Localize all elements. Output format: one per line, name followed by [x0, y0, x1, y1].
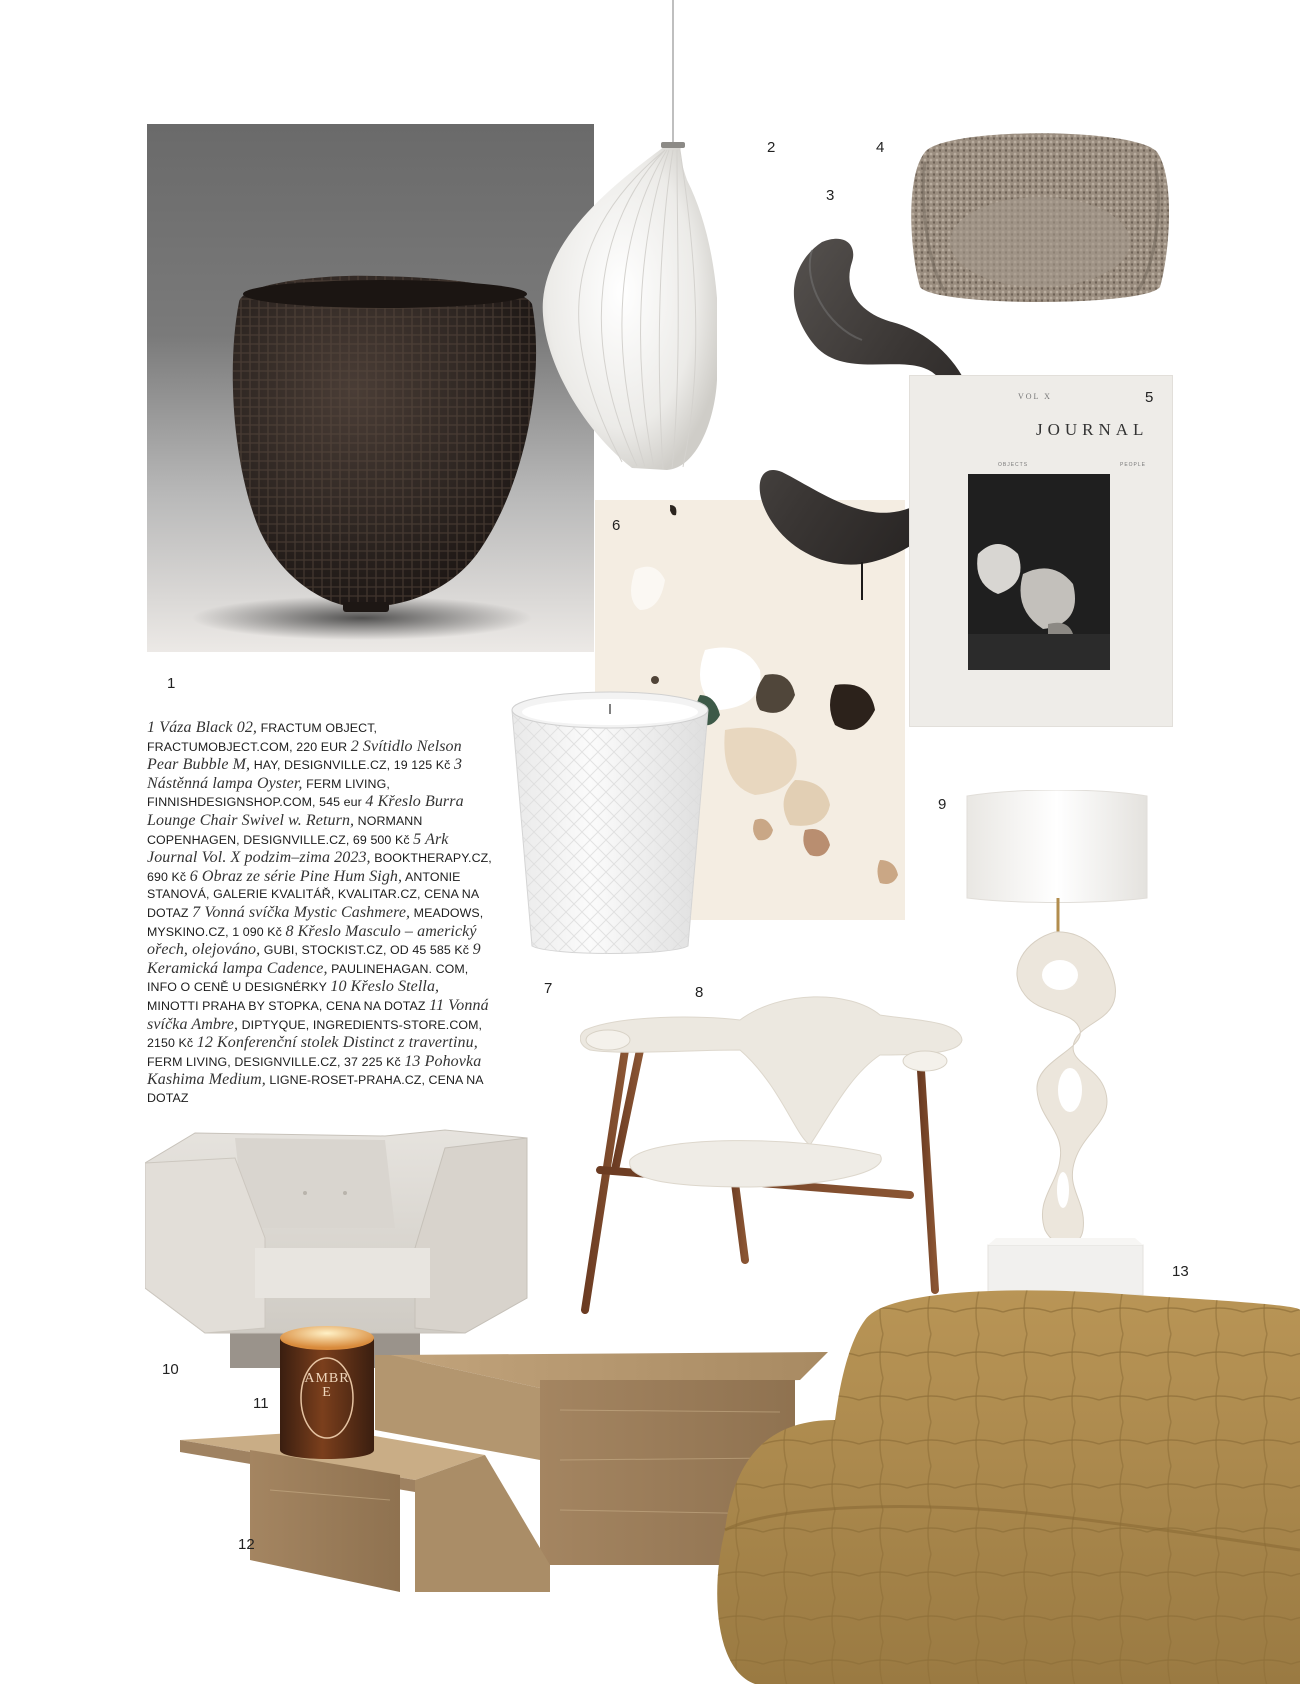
caption-product-name: 10 Křeslo Stella, — [330, 978, 440, 996]
caption-product-name: 12 Konferenční stolek Distinct z travertinu, — [196, 1034, 478, 1052]
caption-product-name: 2 Svítidlo Nelson Pear Bubble M, — [147, 737, 462, 774]
ark-journal-cover — [910, 376, 1172, 726]
caption-product-name: 5 Ark Journal Vol. X podzim–zima 2023, — [147, 830, 449, 867]
caption-source: BOOKTHERAPY.CZ, 690 Kč — [147, 851, 492, 884]
journal-vol: VOL X — [1018, 392, 1052, 401]
caption-source: LIGNE-ROSET-PRAHA.CZ, CENA NA DOTAZ — [147, 1073, 483, 1105]
item-number-12: 12 — [238, 1536, 255, 1553]
cashmere-candle-illustration — [510, 688, 710, 956]
item-number-5: 5 — [1145, 389, 1154, 406]
item-number-8: 8 — [695, 984, 704, 1001]
item-number-13: 13 — [1172, 1263, 1189, 1280]
vase-photo — [147, 124, 594, 652]
item-number-11: 11 — [253, 1395, 269, 1412]
caption-product-name: 7 Vonná svíčka Mystic Cashmere, — [192, 903, 411, 921]
caption-source: FRACTUM OBJECT, FRACTUMOBJECT.COM, 220 EUR — [147, 721, 378, 754]
product-caption — [147, 719, 492, 1107]
journal-overlay-text-decoration — [916, 496, 1166, 616]
caption-product-name: 1 Váza Black 02, — [147, 719, 258, 736]
caption-source: PAULINEHAGAN. COM, INFO O CENĚ U DESIGNÉRKY — [147, 961, 469, 995]
vase-illustration — [147, 124, 594, 652]
caption-source: MEADOWS, MYSKINO.CZ, 1 090 Kč — [147, 905, 484, 939]
caption-product-name: 9 Keramická lampa Cadence, — [147, 941, 481, 977]
caption-source: ANTONIE STANOVÁ, GALERIE KVALITÁŘ, KVALITAR.CZ, CENA NA DOTAZ — [147, 869, 479, 920]
caption-source: GUBI, STOCKIST.CZ, OD 45 585 Kč — [260, 943, 473, 958]
item-number-10: 10 — [162, 1361, 179, 1378]
caption-product-name: 13 Pohovka Kashima Medium, — [147, 1052, 482, 1089]
item-number-9: 9 — [938, 796, 947, 813]
caption-product-name: 3 Nástěnná lampa Oyster, — [147, 756, 463, 792]
journal-title: JOURNAL — [1036, 420, 1149, 439]
caption-source: FERM LIVING, FINNISHDESIGNSHOP.COM, 545 eur — [147, 776, 390, 810]
journal-sub-left: OBJECTS — [998, 462, 1029, 468]
journal-sub-right: PEOPLE — [1120, 462, 1147, 468]
caption-product-name: 4 Křeslo Burra Lounge Chair Swivel w. Return, — [147, 793, 464, 829]
kashima-sofa-illustration — [715, 1290, 1300, 1684]
caption-product-name: 11 Vonná svíčka Ambre, — [147, 996, 489, 1033]
caption-source: NORMANN COPENHAGEN, DESIGNVILLE.CZ, 69 500 Kč — [147, 813, 423, 847]
masculo-chair-illustration — [580, 995, 965, 1315]
item-number-4: 4 — [876, 139, 885, 156]
item-number-3: 3 — [826, 187, 835, 204]
pendant-lamp-illustration — [537, 0, 717, 480]
item-number-1: 1 — [167, 675, 176, 692]
caption-source: DIPTYQUE, INGREDIENTS-STORE.COM, 2150 Kč — [147, 1017, 483, 1051]
caption-product-name: 6 Obraz ze série Pine Hum Sigh, — [189, 867, 403, 885]
cadence-table-lamp-illustration — [965, 790, 1150, 1295]
ambre-candle-label: AMBRE — [304, 1371, 350, 1400]
caption-product-name: 8 Křeslo Masculo – americký ořech, olejováno, — [147, 922, 477, 959]
caption-source: HAY, DESIGNVILLE.CZ, 19 125 Kč — [250, 758, 454, 773]
caption-source: MINOTTI PRAHA BY STOPKA, CENA NA DOTAZ — [147, 998, 430, 1013]
item-number-7: 7 — [544, 980, 553, 997]
item-number-2: 2 — [767, 139, 776, 156]
item-number-6: 6 — [612, 517, 621, 534]
caption-source: FERM LIVING, DESIGNVILLE.CZ, 37 225 Kč — [147, 1054, 405, 1069]
